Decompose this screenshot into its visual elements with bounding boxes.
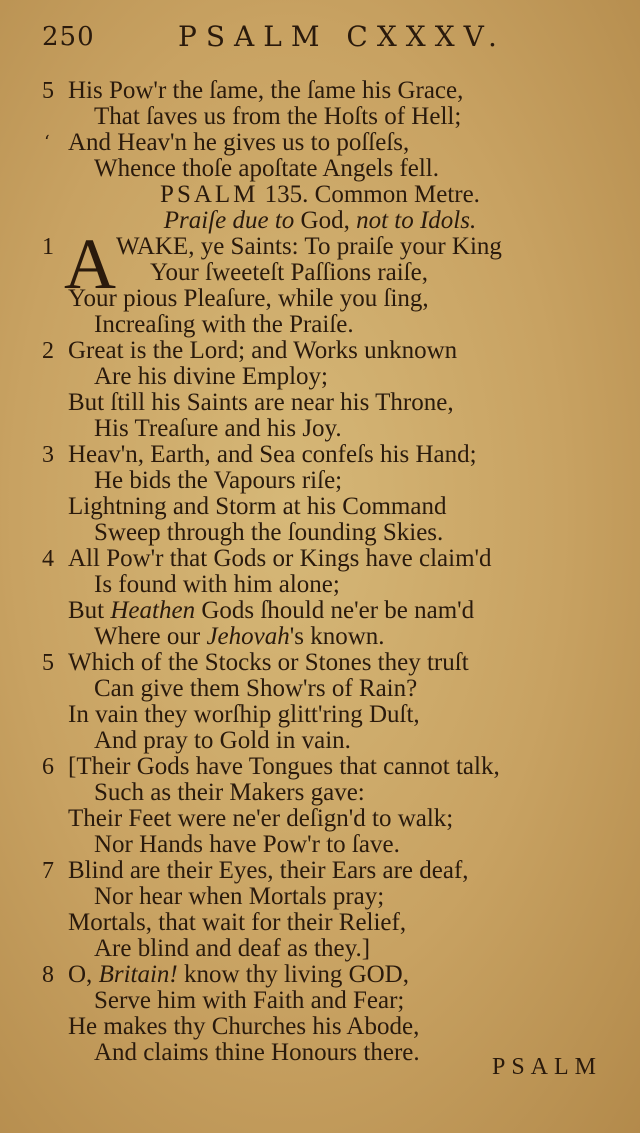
verse-line: Blind are their Eyes, their Ears are deaf,: [68, 857, 469, 884]
verse-line: Are his divine Employ;: [94, 363, 328, 390]
verse-line: Increaſing with the Praiſe.: [94, 311, 354, 338]
verse-italic: Jehovah: [206, 623, 290, 650]
margin-mark: ‘: [44, 132, 50, 153]
verse-text: Gods ſhould ne'er be nam'd: [201, 597, 475, 624]
psalm-heading-number: 135.: [264, 181, 309, 208]
verse-line: [68, 962, 409, 988]
verse-line: Such as their Makers gave:: [94, 779, 365, 806]
verse-line: Great is the Lord; and Works unknown: [68, 337, 458, 364]
verse-line: He makes thy Churches his Abode,: [68, 1013, 420, 1040]
verse-line: Is found with him alone;: [94, 571, 340, 598]
drop-cap: A: [64, 224, 116, 304]
verse-line: He bids the Vapours riſe;: [94, 467, 343, 494]
verse-line: Nor hear when Mortals pray;: [94, 883, 385, 910]
verse-line: And Heav'n he gives us to poſſeſs,: [68, 129, 410, 156]
verse-line: Your pious Pleaſure, while you ſing,: [68, 285, 429, 312]
catchword: PSALM: [491, 1054, 602, 1080]
verse-line: And claims thine Honours there.: [94, 1039, 420, 1066]
stanza-number: 5: [42, 78, 54, 104]
verse-line: Lightning and Storm at his Command: [68, 493, 447, 520]
psalm-heading: [0, 182, 640, 208]
verse-line: Mortals, that wait for their Relief,: [68, 909, 407, 936]
stanza-number: 4: [42, 546, 54, 572]
stanza-number: 3: [42, 442, 54, 468]
verse-text: know thy living GOD,: [183, 961, 409, 988]
verse-text: But: [68, 597, 105, 624]
page-header: [0, 18, 640, 54]
psalm-subtitle-god: God,: [300, 207, 350, 234]
running-title: PSALM CXXXV.: [178, 20, 506, 53]
verse-line: Serve him with Faith and Fear;: [94, 987, 405, 1014]
verse-line: But ſtill his Saints are near his Throne,: [68, 389, 454, 416]
stanza-number: 6: [42, 754, 54, 780]
stanza-number: 8: [42, 962, 54, 988]
verse-line: Their Feet were ne'er deſign'd to walk;: [68, 805, 454, 832]
verse-italic: Britain!: [98, 961, 178, 988]
verse-line: Sweep through the ſounding Skies.: [94, 519, 444, 546]
verse-line: Whence thoſe apoſtate Angels fell.: [94, 155, 440, 182]
verse-line: Your ſweeteſt Paſſions raiſe,: [150, 259, 428, 286]
stanza-number: 7: [42, 858, 54, 884]
verse-line: All Pow'r that Gods or Kings have claim'd: [68, 545, 492, 572]
verse-line: Can give them Show'rs of Rain?: [94, 675, 418, 702]
stanza-number: 2: [42, 338, 54, 364]
verse-line: In vain they worſhip glitt'ring Duſt,: [68, 701, 420, 728]
psalm-heading-label: PSALM: [160, 181, 259, 208]
verse-line: And pray to Gold in vain.: [94, 727, 351, 754]
psalm-heading-metre: Common Metre.: [314, 181, 480, 208]
verse-italic: Heathen: [110, 597, 196, 624]
verse-line: That ſaves us from the Hoſts of Hell;: [94, 103, 462, 130]
verse-line: Are blind and deaf as they.]: [94, 935, 371, 962]
stanza-number: 5: [42, 650, 54, 676]
verse-line: WAKE, ye Saints: To praiſe your King: [116, 233, 502, 260]
verse-line: His Treaſure and his Joy.: [94, 415, 342, 442]
verse-text: Where our: [94, 623, 201, 650]
verse-line: Which of the Stocks or Stones they truſt: [68, 649, 469, 676]
verse-line: [Their Gods have Tongues that cannot talk,: [68, 753, 500, 780]
verse-line: [94, 624, 385, 650]
stanza-number: 1: [42, 234, 54, 260]
verse-line: Heav'n, Earth, and Sea confeſs his Hand;: [68, 441, 477, 468]
verse-line: Nor Hands have Pow'r to ſave.: [94, 831, 400, 858]
verse-line: His Pow'r the ſame, the ſame his Grace,: [68, 77, 464, 104]
verse-line: [68, 598, 474, 624]
psalm-subtitle-part2: not to Idols.: [356, 207, 477, 234]
page-number: 250: [42, 22, 95, 52]
psalm-subtitle-part1: Praiſe due to: [163, 207, 295, 234]
verse-text: 's known.: [289, 623, 385, 650]
verse-text: O,: [68, 961, 93, 988]
